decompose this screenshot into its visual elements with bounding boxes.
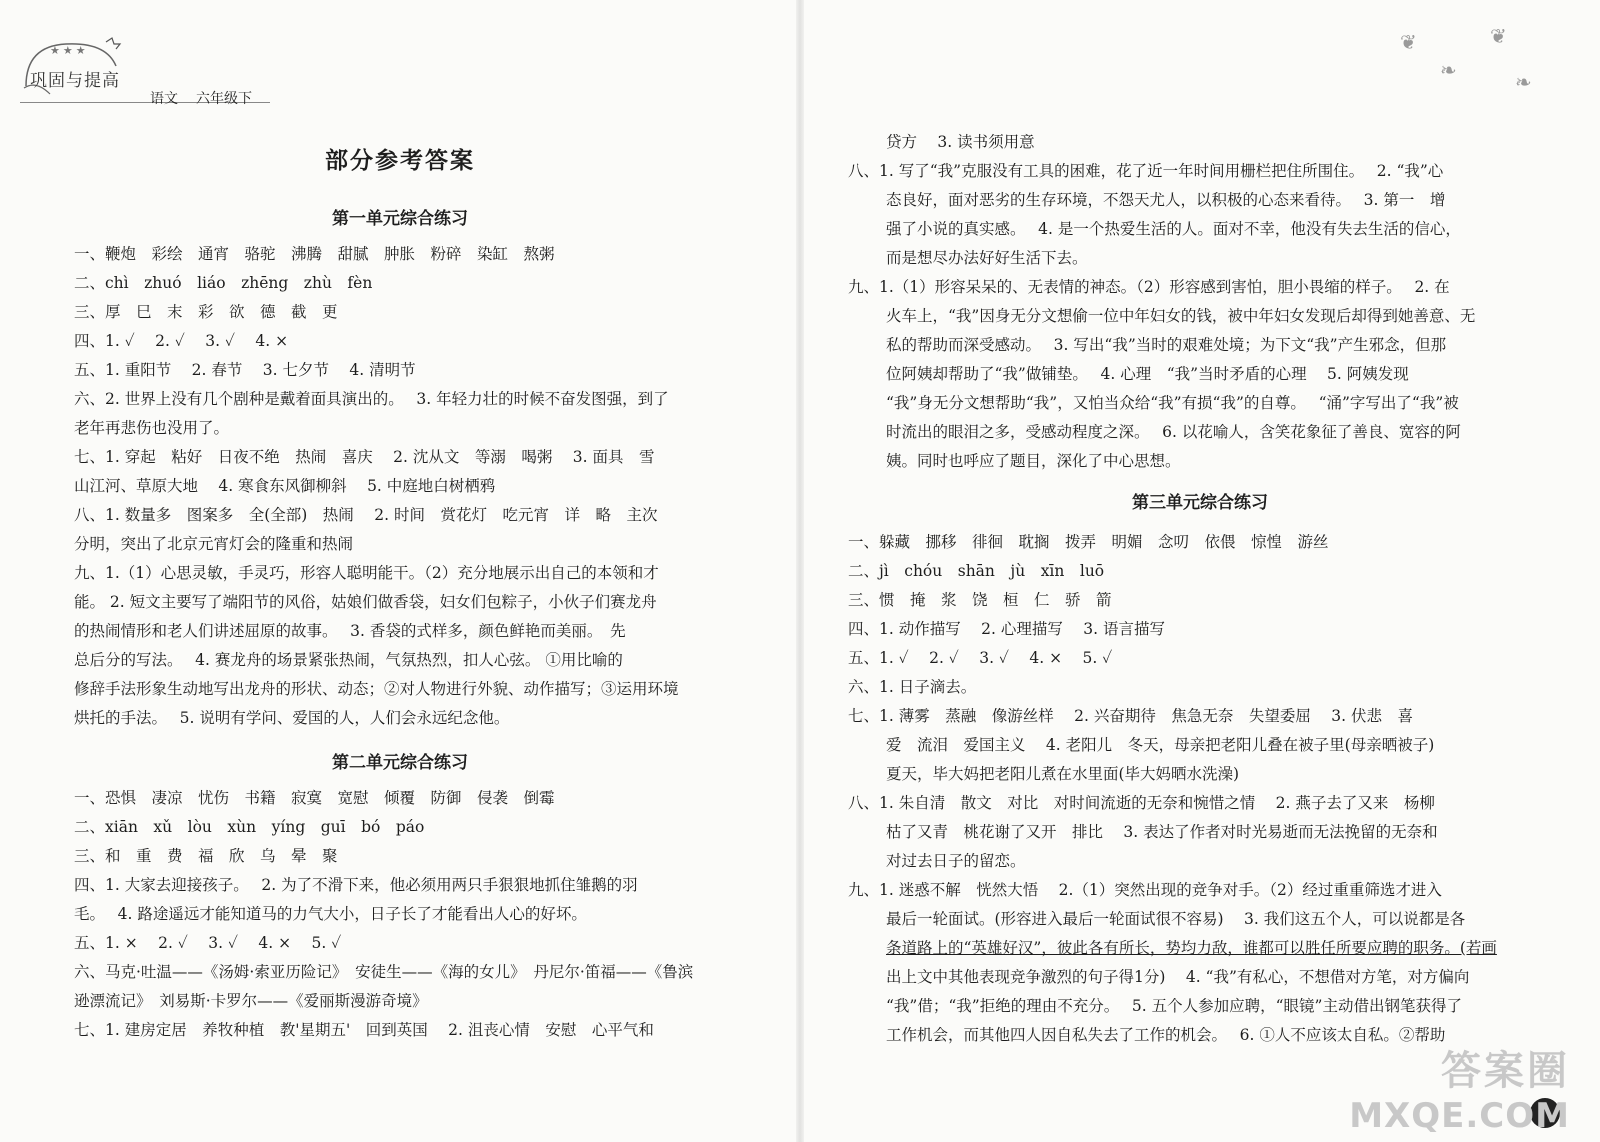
answer-line: 八、1. 朱自清 散文 对比 对时间流逝的无奈和惋惜之情 2. 燕子去了又来 杨柳: [848, 794, 1435, 812]
answer-line: 二、jì chóu shān jù xīn luō: [848, 562, 1105, 580]
unit2-continued-answers: [848, 128, 1475, 476]
answer-line: 工作机会，而其他四人因自私失去了工作的机会。 6. ①人不应该太自私。②帮助: [886, 1026, 1446, 1044]
answer-line-underlined: 条道路上的“英雄好汉”，彼此各有所长，势均力敌，谁都可以胜任所要应聘的职务。(若画: [886, 939, 1497, 957]
answer-line: 对过去日子的留恋。: [886, 852, 1026, 870]
logo-stars-icon: ★★★: [50, 44, 89, 57]
answer-line: 时流出的眼泪之多，受感动程度之深。 6. 以花喻人，含笑花象征了善良、宽容的阿: [886, 423, 1461, 441]
answer-line: 山江河、草原大地 4. 寒食东风御柳斜 5. 中庭地白树栖鸦: [74, 477, 496, 495]
answer-line: 总后分的写法。 4. 赛龙舟的场景紧张热闹，气氛热烈，扣人心弦。 ①用比喻的: [74, 651, 623, 669]
answer-line: 爱 流泪 爱国主义 4. 老阳儿 冬天，母亲把老阳儿叠在被子里(母亲晒被子): [886, 736, 1435, 754]
answer-line: 八、1. 写了“我”克服没有工具的困难，花了近一年时间用栅栏把住所围住。 2. “我”心: [848, 162, 1444, 180]
unit2-answers: [74, 784, 693, 1045]
answer-line: 烘托的手法。 5. 说明有学问、爱国的人，人们会永远纪念他。: [74, 709, 510, 727]
grade-label: 六年级下: [196, 91, 252, 107]
unit1-answers: [74, 240, 679, 733]
answer-line: 四、1. 动作描写 2. 心理描写 3. 语言描写: [848, 620, 1166, 638]
watermark-logo: 答案圈: [1441, 1048, 1570, 1094]
watermark: [1349, 1039, 1570, 1136]
answer-line: 三、和 重 费 福 欣 乌 晕 聚: [74, 847, 338, 865]
unit2-title: 第二单元综合练习: [332, 753, 468, 773]
answer-line: 最后一轮面试。(形容进入最后一轮面试很不容易) 3. 我们这五个人，可以说都是各: [886, 910, 1466, 928]
answer-line: 态良好，面对恶劣的生存环境，不怨天尤人，以积极的心态来看待。 3. 第一 增: [886, 191, 1446, 209]
answer-line: 强了小说的真实感。 4. 是一个热爱生活的人。面对不幸，他没有失去生活的信心，: [886, 220, 1461, 238]
answer-line: 七、1. 薄雾 蒸融 像游丝样 2. 兴奋期待 焦急无奈 失望委屈 3. 伏悲 喜: [848, 707, 1414, 725]
answer-line: 四、1. 大家去迎接孩子。 2. 为了不滑下来，他必须用两只手狠狠地抓住雏鹅的羽: [74, 876, 638, 894]
answer-line: 火车上，“我”因身无分文想偷一位中年妇女的钱，被中年妇女发现后却得到她善意、无: [886, 307, 1476, 325]
answer-line: 六、2. 世界上没有几个剧种是戴着面具演出的。 3. 年轻力壮的时候不奋发图强，到了: [74, 390, 669, 408]
answer-line: 五、1. ✓ 2. ✓ 3. ✓ 4. × 5. ✓: [848, 649, 1113, 667]
answer-line: 七、1. 穿起 粘好 日夜不绝 热闹 喜庆 2. 沈从文 等溺 喝粥 3. 面具 雪: [74, 448, 655, 466]
answer-line: 九、1.（1）形容呆呆的、无表情的神态。（2）形容感到害怕，胆小畏缩的样子。 2. 在: [848, 278, 1450, 296]
answer-line: 姨。同时也呼应了题目，深化了中心思想。: [886, 452, 1181, 470]
leaf-decoration-icon: ❦: [1490, 24, 1507, 48]
answer-line: 老年再悲伤也没用了。: [74, 419, 230, 437]
answer-line: 三、惯 掩 浆 饶 桓 仁 骄 箭: [848, 591, 1112, 609]
answer-line: 四、1. ✓ 2. ✓ 3. ✓ 4. ×: [74, 332, 289, 350]
brand-name: 巩固与提高: [30, 71, 120, 91]
unit3-title: 第三单元综合练习: [1132, 493, 1268, 513]
answer-line: 分明，突出了北京元宵灯会的隆重和热闹: [74, 535, 354, 553]
answer-line: 毛。 4. 路途遥远才能知道马的力气大小，日子长了才能看出人心的好坏。: [74, 905, 587, 923]
answer-line: 一、恐惧 凄凉 忧伤 书籍 寂寞 宽慰 倾覆 防御 侵袭 倒霉: [74, 789, 555, 807]
unit1-title: 第一单元综合练习: [332, 209, 468, 229]
answer-line: 七、1. 建房定居 养牧种植 教'星期五' 回到英国 2. 沮丧心情 安慰 心平气和: [74, 1021, 654, 1039]
answer-line: 而是想尽办法好好生活下去。: [886, 249, 1088, 267]
unit3-answers: [848, 528, 1497, 1050]
answer-line: 贷方 3. 读书须用意: [886, 133, 1035, 151]
answer-line: 六、1. 日子滴去。: [848, 678, 977, 696]
answer-line: 九、1. 迷惑不解 恍然大悟 2.（1）突然出现的竞争对手。（2）经过重重筛选才进入: [848, 881, 1442, 899]
answer-line: 私的帮助而深受感动。 3. 写出“我”当时的艰难处境；为下文“我”产生邪念，但那: [886, 336, 1447, 354]
answer-line: “我”身无分文想帮助“我”，又怕当众给“我”有损“我”的自尊。 “涌”字写出了“我”被: [886, 394, 1459, 412]
answer-line: 位阿姨却帮助了“我”做铺垫。 4. 心理 “我”当时矛盾的心理 5. 阿姨发现: [886, 365, 1409, 383]
answer-line: 五、1. 重阳节 2. 春节 3. 七夕节 4. 清明节: [74, 361, 416, 379]
page-title: 部分参考答案: [325, 148, 475, 174]
answer-line: 一、躲藏 挪移 徘徊 耽搁 拨弄 明媚 念叨 依偎 惊惶 游丝: [848, 533, 1329, 551]
answer-line: 的热闹情形和老人们讲述屈原的故事。 3. 香袋的式样多，颜色鲜艳而美丽。 先: [74, 622, 626, 640]
answer-line: 八、1. 数量多 图案多 全(全部) 热闹 2. 时间 赏花灯 吃元宵 详 略 主次: [74, 506, 658, 524]
header-subtitle: [150, 88, 270, 108]
answer-line: 能。 2. 短文主要写了端阳节的风俗，姑娘们做香袋，妇女们包粽子，小伙子们赛龙舟: [74, 593, 657, 611]
answer-line: 三、厚 巳 末 彩 欲 德 截 更: [74, 303, 338, 321]
watermark-url: MXQE.COM: [1349, 1096, 1570, 1136]
subject-label: 语文: [150, 91, 178, 107]
answer-line: 二、xiān xǔ lòu xùn yíng guī bó páo: [74, 818, 425, 836]
leaf-decoration-icon: ❧: [1515, 70, 1532, 94]
answer-line: 九、1.（1）心思灵敏，手灵巧，形容人聪明能干。（2）充分地展示出自己的本领和才: [74, 564, 659, 582]
answer-line: “我”借；“我”拒绝的理由不充分。 5. 五个人参加应聘，“眼镜”主动借出钢笔获得了: [886, 997, 1462, 1015]
answer-line: 逊漂流记》 刘易斯·卡罗尔——《爱丽斯漫游奇境》: [74, 992, 428, 1010]
answer-line: 夏天，毕大妈把老阳儿煮在水里面(毕大妈晒水洗澡): [886, 765, 1240, 783]
answer-line: 枯了又青 桃花谢了又开 排比 3. 表达了作者对时光易逝而无法挽留的无奈和: [886, 823, 1438, 841]
leaf-decoration-icon: ❧: [1440, 58, 1457, 82]
answer-line: 出上文中其他表现竞争激烈的句子得1分) 4. “我”有私心，不想借对方笔，对方偏向: [886, 968, 1470, 986]
answer-line: 六、马克·吐温——《汤姆·索亚历险记》 安徒生——《海的女儿》 丹尼尔·笛福——《鲁滨: [74, 963, 694, 981]
answer-line: 五、1. × 2. ✓ 3. ✓ 4. × 5. ✓: [74, 934, 342, 952]
leaf-decoration-icon: ❦: [1400, 30, 1417, 54]
answer-line: 二、chì zhuó liáo zhēng zhù fèn: [74, 274, 373, 292]
right-page: [800, 0, 1600, 1142]
answer-line: 修辞手法形象生动地写出龙舟的形状、动态；②对人物进行外貌、动作描写；③运用环境: [74, 680, 679, 698]
answer-line: 一、鞭炮 彩绘 通宵 骆驼 沸腾 甜腻 肿胀 粉碎 染缸 熬粥: [74, 245, 555, 263]
